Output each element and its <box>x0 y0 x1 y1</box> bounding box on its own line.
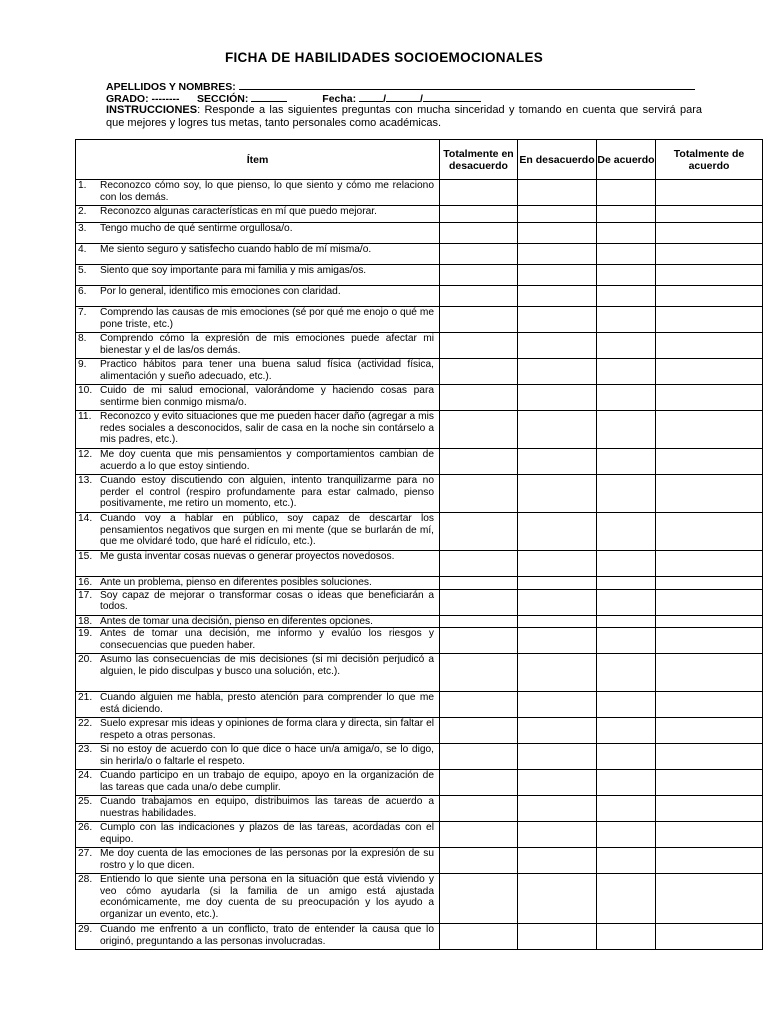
answer-cell-totalmente-acuerdo[interactable] <box>656 513 763 551</box>
fecha-sep: / <box>383 93 386 105</box>
answer-cell-acuerdo[interactable] <box>597 551 656 577</box>
item <box>76 770 439 793</box>
item-number: 19. <box>78 628 93 640</box>
item-number: 23. <box>78 744 93 756</box>
answer-cell-desacuerdo[interactable] <box>518 654 597 692</box>
item-text: Por lo general, identifico mis emociones con claridad. <box>100 286 341 297</box>
grado-label: GRADO: <box>106 93 149 105</box>
item-text: Asumo las consecuencias de mis decisiones (si mi decisión perjudicó a alguien, le pido disculpas y busco una solución, etc.). <box>100 654 434 677</box>
answer-cell-acuerdo[interactable] <box>597 223 656 244</box>
answer-cell-desacuerdo[interactable] <box>518 589 597 615</box>
table-row <box>76 411 763 449</box>
names-field[interactable] <box>239 79 695 90</box>
item-cell <box>76 449 440 475</box>
table-row <box>76 848 763 874</box>
item-cell <box>76 180 440 206</box>
item-number: 6. <box>78 286 87 297</box>
item-number: 15. <box>78 551 93 562</box>
answer-cell-totalmente-desacuerdo[interactable] <box>440 770 518 796</box>
answer-cell-totalmente-acuerdo[interactable] <box>656 589 763 615</box>
item <box>76 796 439 819</box>
seccion-field[interactable] <box>251 91 287 102</box>
item-text: Reconozco cómo soy, lo que pienso, lo que siento y cómo me relaciono con los demás. <box>100 180 434 203</box>
item-cell <box>76 359 440 385</box>
item-cell <box>76 718 440 744</box>
item-cell <box>76 333 440 359</box>
answer-cell-desacuerdo[interactable] <box>518 180 597 206</box>
table-row <box>76 796 763 822</box>
item <box>76 822 439 845</box>
answer-cell-acuerdo[interactable] <box>597 244 656 265</box>
item <box>76 180 439 203</box>
answer-cell-totalmente-acuerdo[interactable] <box>656 770 763 796</box>
answer-cell-acuerdo[interactable] <box>597 924 656 950</box>
answer-cell-acuerdo[interactable] <box>597 796 656 822</box>
answer-cell-desacuerdo[interactable] <box>518 924 597 950</box>
table-row <box>76 513 763 551</box>
table-row <box>76 307 763 333</box>
item-cell <box>76 577 440 590</box>
item <box>76 449 439 472</box>
item-text: Cuando alguien me habla, presto atención para comprender lo que me está diciendo. <box>100 692 434 715</box>
answer-cell-totalmente-desacuerdo[interactable] <box>440 577 518 590</box>
fecha-year-field[interactable] <box>423 91 481 102</box>
item <box>76 654 439 677</box>
item <box>76 206 439 218</box>
item <box>76 385 439 408</box>
answer-cell-totalmente-desacuerdo[interactable] <box>440 744 518 770</box>
table-row <box>76 385 763 411</box>
answer-cell-totalmente-desacuerdo[interactable] <box>440 924 518 950</box>
item-text: Antes de tomar una decisión, pienso en diferentes opciones. <box>100 615 373 627</box>
seccion-label: SECCIÓN: <box>197 93 249 105</box>
item-number: 9. <box>78 359 87 370</box>
document-title: FICHA DE HABILIDADES SOCIOEMOCIONALES <box>224 50 544 65</box>
answer-cell-totalmente-acuerdo[interactable] <box>656 744 763 770</box>
answer-cell-desacuerdo[interactable] <box>518 307 597 333</box>
answer-cell-desacuerdo[interactable] <box>518 577 597 590</box>
table-row <box>76 615 763 628</box>
answer-cell-acuerdo[interactable] <box>597 589 656 615</box>
answer-cell-desacuerdo[interactable] <box>518 551 597 577</box>
table-row <box>76 223 763 244</box>
item <box>76 848 439 871</box>
answer-cell-totalmente-desacuerdo[interactable] <box>440 692 518 718</box>
item-number: 11. <box>78 411 92 422</box>
item-text: Cumplo con las indicaciones y plazos de las tareas, acordadas con el equipo. <box>100 822 434 845</box>
item-cell <box>76 796 440 822</box>
item-text: Siento que soy importante para mi familia y mis amigas/os. <box>100 265 367 276</box>
answer-cell-totalmente-desacuerdo[interactable] <box>440 615 518 628</box>
table-row <box>76 654 763 692</box>
item-text: Comprendo las causas de mis emociones (sé por qué me enojo o qué me pone triste, etc.) <box>100 307 434 330</box>
item-cell <box>76 615 440 628</box>
answer-cell-totalmente-acuerdo[interactable] <box>656 475 763 513</box>
item-text: Tengo mucho de qué sentirme orgullosa/o. <box>100 223 293 234</box>
answer-cell-totalmente-desacuerdo[interactable] <box>440 449 518 475</box>
item <box>76 223 439 235</box>
table-row <box>76 718 763 744</box>
answer-cell-desacuerdo[interactable] <box>518 475 597 513</box>
item-number: 1. <box>78 180 87 191</box>
answer-cell-totalmente-acuerdo[interactable] <box>656 628 763 654</box>
item-number: 5. <box>78 265 87 276</box>
answer-cell-desacuerdo[interactable] <box>518 449 597 475</box>
item-cell <box>76 385 440 411</box>
table-row <box>76 744 763 770</box>
answer-cell-desacuerdo[interactable] <box>518 796 597 822</box>
col-header-totalmente-acuerdo: Totalmente de acuerdo <box>656 140 763 180</box>
item-number: 27. <box>78 848 93 860</box>
answer-cell-totalmente-desacuerdo[interactable] <box>440 286 518 307</box>
item-cell <box>76 475 440 513</box>
answer-cell-acuerdo[interactable] <box>597 744 656 770</box>
answer-cell-acuerdo[interactable] <box>597 513 656 551</box>
fecha-day-field[interactable] <box>359 91 383 102</box>
fecha-sep: / <box>419 93 423 105</box>
item <box>76 286 439 298</box>
table-row <box>76 874 763 924</box>
item-text: Cuando me enfrento a un conflicto, trato de entender la causa que lo originó, preguntando a las personas involucradas. <box>100 924 434 947</box>
table-row <box>76 475 763 513</box>
answer-cell-totalmente-desacuerdo[interactable] <box>440 822 518 848</box>
item <box>76 411 439 446</box>
answer-cell-desacuerdo[interactable] <box>518 385 597 411</box>
item-cell <box>76 513 440 551</box>
answer-cell-totalmente-acuerdo[interactable] <box>656 286 763 307</box>
table-row <box>76 286 763 307</box>
answer-cell-acuerdo[interactable] <box>597 692 656 718</box>
answer-cell-totalmente-acuerdo[interactable] <box>656 223 763 244</box>
item-cell <box>76 692 440 718</box>
answer-cell-totalmente-acuerdo[interactable] <box>656 244 763 265</box>
answer-cell-desacuerdo[interactable] <box>518 874 597 924</box>
answer-cell-desacuerdo[interactable] <box>518 770 597 796</box>
answer-cell-totalmente-acuerdo[interactable] <box>656 449 763 475</box>
answer-cell-totalmente-desacuerdo[interactable] <box>440 628 518 654</box>
item-number: 29. <box>78 924 93 936</box>
item <box>76 307 439 330</box>
answer-cell-acuerdo[interactable] <box>597 848 656 874</box>
item <box>76 577 439 589</box>
item-number: 13. <box>78 475 93 486</box>
item-cell <box>76 223 440 244</box>
item <box>76 874 439 920</box>
item-cell <box>76 874 440 924</box>
answer-cell-acuerdo[interactable] <box>597 180 656 206</box>
item-number: 16. <box>78 577 93 588</box>
table-row <box>76 924 763 950</box>
item-text: Cuando voy a hablar en público, soy capaz de descartar los pensamientos negativos que surgen en mi mente (que se burlarán de mí, que me olvidaré todo, que haré el ridículo, etc.). <box>100 513 434 548</box>
answer-cell-totalmente-desacuerdo[interactable] <box>440 475 518 513</box>
instructions-text: : Responde a las siguientes preguntas con mucha sinceridad y tomando en cuenta que servirá para que mejores y logres tus metas, tanto personales como académicas. <box>106 104 702 129</box>
answer-cell-totalmente-desacuerdo[interactable] <box>440 333 518 359</box>
item <box>76 244 439 256</box>
answer-cell-acuerdo[interactable] <box>597 654 656 692</box>
answer-cell-acuerdo[interactable] <box>597 359 656 385</box>
item-text: Me gusta inventar cosas nuevas o generar proyectos novedosos. <box>100 551 395 562</box>
table-row <box>76 206 763 223</box>
apellidos-label: APELLIDOS Y NOMBRES: <box>106 81 236 93</box>
answer-cell-totalmente-desacuerdo[interactable] <box>440 848 518 874</box>
item-cell <box>76 206 440 223</box>
table-row <box>76 589 763 615</box>
item-number: 14. <box>78 513 93 524</box>
answer-cell-totalmente-desacuerdo[interactable] <box>440 654 518 692</box>
answer-cell-acuerdo[interactable] <box>597 449 656 475</box>
instructions <box>106 104 702 130</box>
item <box>76 551 439 563</box>
item-text: Cuando participo en un trabajo de equipo, apoyo en la organización de las tareas que cada una/o debe cumplir. <box>100 770 434 793</box>
table-row <box>76 770 763 796</box>
item-text: Entiendo lo que siente una persona en la situación que está viviendo y veo cómo ayudarla (si la familia de un amigo está ajustada económicamente, me doy cuenta de su preocupación y los ayudo a organizar un evento, etc.). <box>100 874 434 920</box>
answer-cell-totalmente-acuerdo[interactable] <box>656 718 763 744</box>
item <box>76 359 439 382</box>
item-text: Cuando trabajamos en equipo, distribuimos las tareas de acuerdo a nuestras habilidades. <box>100 796 434 819</box>
item-cell <box>76 744 440 770</box>
item-text: Suelo expresar mis ideas y opiniones de forma clara y directa, sin faltar el respeto a otras personas. <box>100 718 434 741</box>
item-number: 10. <box>78 385 93 396</box>
item-number: 2. <box>78 206 87 217</box>
answer-cell-totalmente-acuerdo[interactable] <box>656 848 763 874</box>
answer-cell-acuerdo[interactable] <box>597 577 656 590</box>
answer-cell-acuerdo[interactable] <box>597 615 656 628</box>
col-header-acuerdo: De acuerdo <box>597 140 656 180</box>
answer-cell-acuerdo[interactable] <box>597 333 656 359</box>
answer-cell-desacuerdo[interactable] <box>518 628 597 654</box>
table-row <box>76 577 763 590</box>
answer-cell-totalmente-acuerdo[interactable] <box>656 577 763 590</box>
item-cell <box>76 286 440 307</box>
answer-cell-desacuerdo[interactable] <box>518 411 597 449</box>
item-number: 21. <box>78 692 93 704</box>
item-text: Reconozco algunas características en mí que puedo mejorar. <box>100 206 377 217</box>
item-cell <box>76 244 440 265</box>
grado-value: -------- <box>151 93 180 105</box>
answer-cell-desacuerdo[interactable] <box>518 244 597 265</box>
item-cell <box>76 770 440 796</box>
col-header-desacuerdo: En desacuerdo <box>518 140 597 180</box>
answer-cell-acuerdo[interactable] <box>597 628 656 654</box>
answer-cell-totalmente-desacuerdo[interactable] <box>440 513 518 551</box>
answer-cell-acuerdo[interactable] <box>597 718 656 744</box>
item-text: Me doy cuenta de las emociones de las personas por la expresión de su rostro y lo que dicen. <box>100 848 434 871</box>
fecha-label: Fecha: <box>322 93 357 105</box>
answer-cell-totalmente-desacuerdo[interactable] <box>440 244 518 265</box>
answer-cell-desacuerdo[interactable] <box>518 223 597 244</box>
item-text: Comprendo cómo la expresión de mis emociones puede afectar mi bienestar y el de las/os demás. <box>100 333 434 356</box>
answer-cell-totalmente-acuerdo[interactable] <box>656 265 763 286</box>
answer-cell-totalmente-desacuerdo[interactable] <box>440 718 518 744</box>
item-text: Si no estoy de acuerdo con lo que dice o hace un/a amiga/o, se lo digo, sin herirla/o o faltarle el respeto. <box>100 744 434 767</box>
item-cell <box>76 924 440 950</box>
item-text: Cuando estoy discutiendo con alguien, intento tranquilizarme para no perder el control (respiro profundamente para estar calmado, pienso positivamente, me retiro un momento, etc.). <box>100 475 434 510</box>
answer-cell-desacuerdo[interactable] <box>518 206 597 223</box>
table-header-row <box>76 140 763 180</box>
answer-cell-desacuerdo[interactable] <box>518 359 597 385</box>
answer-cell-totalmente-acuerdo[interactable] <box>656 359 763 385</box>
table-row <box>76 265 763 286</box>
answer-cell-totalmente-desacuerdo[interactable] <box>440 551 518 577</box>
answer-cell-totalmente-acuerdo[interactable] <box>656 796 763 822</box>
table-row <box>76 359 763 385</box>
item-cell <box>76 551 440 577</box>
item-text: Soy capaz de mejorar o transformar cosas o ideas que beneficiarán a todos. <box>100 589 434 613</box>
item-text: Me doy cuenta que mis pensamientos y comportamientos cambian de acuerdo a lo que estoy sintiendo. <box>100 449 434 472</box>
table-row <box>76 692 763 718</box>
item-cell <box>76 654 440 692</box>
instructions-label: INSTRUCCIONES <box>106 104 198 116</box>
item-text: Reconozco y evito situaciones que me pueden hacer daño (agregar a mis redes sociales a desconocidos, salir de casa en la noche sin contárselo a mis padres, etc.). <box>100 411 434 446</box>
answer-cell-totalmente-acuerdo[interactable] <box>656 654 763 692</box>
answer-cell-desacuerdo[interactable] <box>518 513 597 551</box>
answer-cell-totalmente-acuerdo[interactable] <box>656 307 763 333</box>
item-cell <box>76 411 440 449</box>
answer-cell-acuerdo[interactable] <box>597 286 656 307</box>
fecha-month-field[interactable] <box>386 91 420 102</box>
item <box>76 744 439 767</box>
item-number: 4. <box>78 244 87 255</box>
answer-cell-totalmente-desacuerdo[interactable] <box>440 411 518 449</box>
item-cell <box>76 589 440 615</box>
answer-cell-totalmente-desacuerdo[interactable] <box>440 223 518 244</box>
table-row <box>76 244 763 265</box>
answer-cell-acuerdo[interactable] <box>597 265 656 286</box>
item-text: Ante un problema, pienso en diferentes posibles soluciones. <box>100 577 372 588</box>
answer-cell-acuerdo[interactable] <box>597 411 656 449</box>
item-number: 18. <box>78 615 93 627</box>
item-cell <box>76 822 440 848</box>
answer-cell-totalmente-desacuerdo[interactable] <box>440 265 518 286</box>
item <box>76 628 439 651</box>
item-cell <box>76 307 440 333</box>
item-number: 20. <box>78 654 93 666</box>
answer-cell-desacuerdo[interactable] <box>518 744 597 770</box>
item-number: 3. <box>78 223 87 234</box>
answer-cell-totalmente-acuerdo[interactable] <box>656 822 763 848</box>
answer-cell-totalmente-desacuerdo[interactable] <box>440 796 518 822</box>
answer-cell-totalmente-desacuerdo[interactable] <box>440 589 518 615</box>
answer-cell-desacuerdo[interactable] <box>518 333 597 359</box>
answer-cell-totalmente-desacuerdo[interactable] <box>440 385 518 411</box>
answer-cell-acuerdo[interactable] <box>597 475 656 513</box>
item-number: 12. <box>78 449 93 460</box>
answer-cell-totalmente-desacuerdo[interactable] <box>440 206 518 223</box>
item-text: Antes de tomar una decisión, me informo y evalúo los riesgos y consecuencias que pueden haber. <box>100 628 434 651</box>
item-number: 24. <box>78 770 93 782</box>
item <box>76 265 439 277</box>
item <box>76 333 439 356</box>
answer-cell-acuerdo[interactable] <box>597 874 656 924</box>
answer-cell-desacuerdo[interactable] <box>518 822 597 848</box>
answer-cell-totalmente-desacuerdo[interactable] <box>440 307 518 333</box>
answer-cell-totalmente-acuerdo[interactable] <box>656 551 763 577</box>
item-text: Practico hábitos para tener una buena salud física (actividad física, alimentación y sueño adecuado, etc.). <box>100 359 434 382</box>
answer-cell-totalmente-acuerdo[interactable] <box>656 874 763 924</box>
item-number: 7. <box>78 307 87 318</box>
answer-cell-totalmente-acuerdo[interactable] <box>656 333 763 359</box>
col-header-item: Ítem <box>76 140 440 180</box>
answer-cell-totalmente-acuerdo[interactable] <box>656 206 763 223</box>
answer-cell-totalmente-desacuerdo[interactable] <box>440 874 518 924</box>
answer-cell-acuerdo[interactable] <box>597 822 656 848</box>
answer-cell-desacuerdo[interactable] <box>518 286 597 307</box>
answer-cell-totalmente-acuerdo[interactable] <box>656 411 763 449</box>
table-row <box>76 551 763 577</box>
item-number: 17. <box>78 589 93 601</box>
item-number: 22. <box>78 718 93 730</box>
answer-cell-totalmente-acuerdo[interactable] <box>656 615 763 628</box>
item <box>76 590 439 613</box>
answer-cell-totalmente-acuerdo[interactable] <box>656 180 763 206</box>
table-row <box>76 822 763 848</box>
answer-cell-desacuerdo[interactable] <box>518 615 597 628</box>
answer-cell-totalmente-desacuerdo[interactable] <box>440 359 518 385</box>
answer-cell-desacuerdo[interactable] <box>518 848 597 874</box>
item-cell <box>76 848 440 874</box>
item <box>76 692 439 715</box>
item <box>76 718 439 741</box>
answer-cell-totalmente-acuerdo[interactable] <box>656 692 763 718</box>
answer-cell-desacuerdo[interactable] <box>518 718 597 744</box>
item <box>76 924 439 947</box>
answer-cell-totalmente-acuerdo[interactable] <box>656 924 763 950</box>
answer-cell-desacuerdo[interactable] <box>518 692 597 718</box>
item-cell <box>76 265 440 286</box>
table-row <box>76 449 763 475</box>
item-cell <box>76 628 440 654</box>
item <box>76 513 439 548</box>
table-row <box>76 628 763 654</box>
item-number: 26. <box>78 822 93 834</box>
survey-table <box>75 139 763 950</box>
item-number: 28. <box>78 874 93 886</box>
table-row <box>76 333 763 359</box>
answer-cell-desacuerdo[interactable] <box>518 265 597 286</box>
col-header-totalmente-desacuerdo: Totalmente en desacuerdo <box>440 140 518 180</box>
item <box>76 475 439 510</box>
answer-cell-acuerdo[interactable] <box>597 770 656 796</box>
answer-cell-totalmente-acuerdo[interactable] <box>656 385 763 411</box>
answer-cell-acuerdo[interactable] <box>597 307 656 333</box>
item-text: Cuido de mi salud emocional, valorándome y haciendo cosas para sentirme bien conmigo misma/o. <box>100 385 434 408</box>
answer-cell-acuerdo[interactable] <box>597 206 656 223</box>
item-number: 8. <box>78 333 87 344</box>
item-number: 25. <box>78 796 93 808</box>
answer-cell-acuerdo[interactable] <box>597 385 656 411</box>
table-row <box>76 180 763 206</box>
item-text: Me siento seguro y satisfecho cuando hablo de mí misma/o. <box>100 244 372 255</box>
answer-cell-totalmente-desacuerdo[interactable] <box>440 180 518 206</box>
item <box>76 616 439 628</box>
